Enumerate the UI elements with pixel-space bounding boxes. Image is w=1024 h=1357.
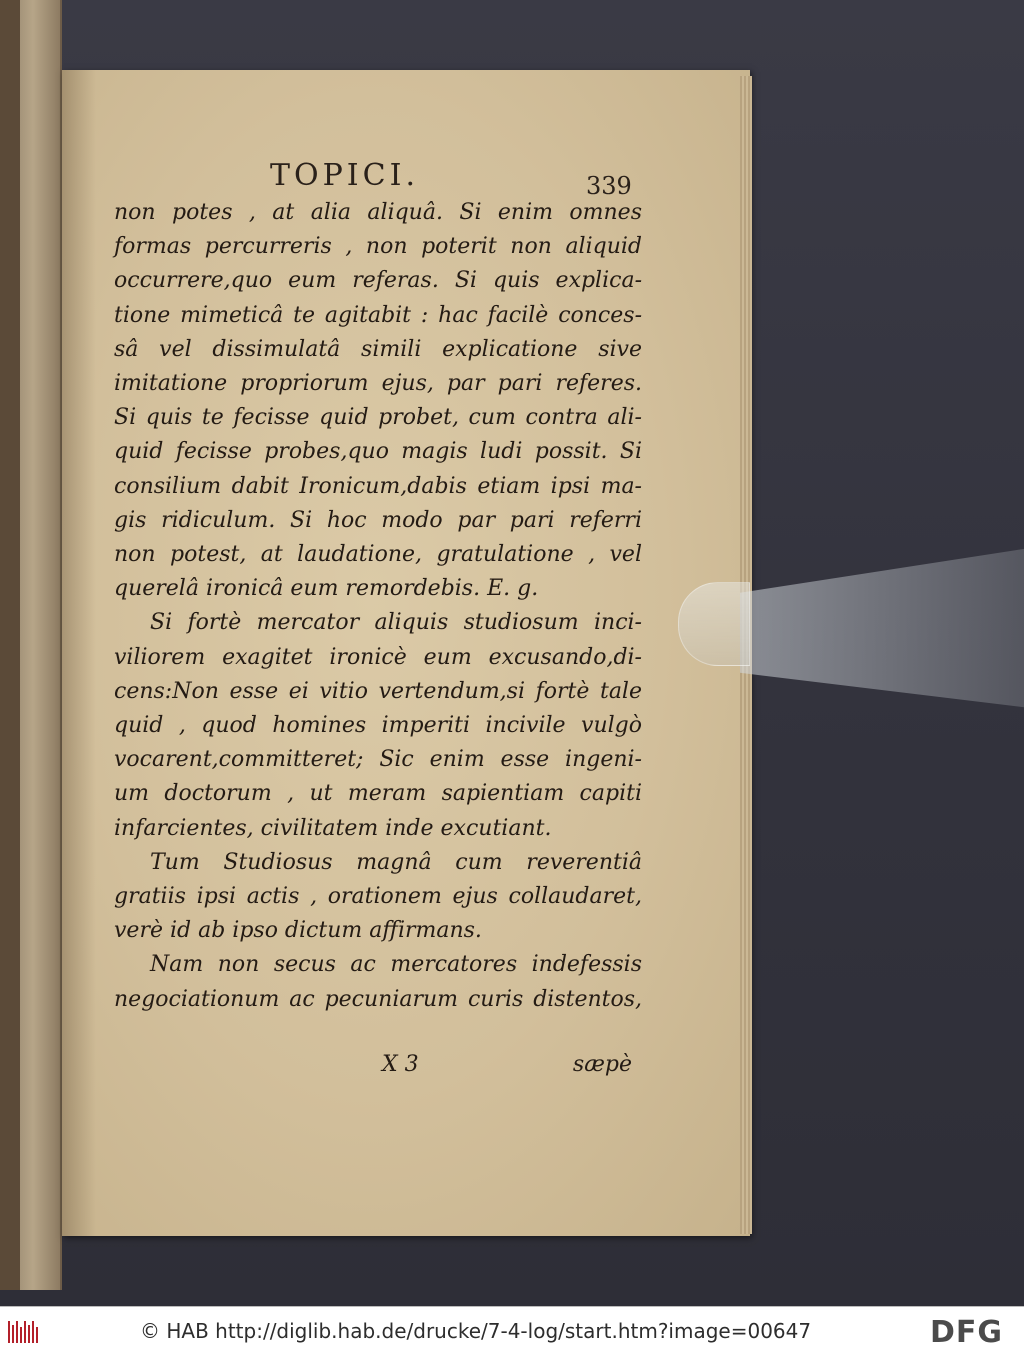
- text-line: verè id ab ipso dictum affirmans.: [114, 918, 482, 944]
- catchword: sæpè: [572, 1052, 632, 1077]
- text-line: tione mimeticâ te agitabit : hac facilè conces-: [114, 302, 642, 328]
- text-line: Tum Studiosus magnâ cum reverentiâ: [150, 849, 642, 875]
- text-line: Si quis te fecisse quid probet, cum contra ali-: [114, 405, 642, 431]
- text-line: vocarent,committeret; Sic enim esse ingeni-: [114, 747, 642, 773]
- book-cover-edge: [0, 0, 20, 1290]
- text-line: viliorem exagitet ironicè eum excusando,di-: [114, 644, 642, 670]
- page-text: [114, 196, 642, 1017]
- signature-mark: X 3: [382, 1052, 419, 1077]
- text-line: gratiis ipsi actis , orationem ejus collaudaret,: [114, 884, 642, 910]
- text-line: Si fortè mercator aliquis studiosum inci-: [150, 610, 642, 636]
- text-line: quid fecisse probes,quo magis ludi possit. Si: [114, 439, 642, 465]
- text-line: consilium dabit Ironicum,dabis etiam ipsi ma-: [114, 473, 642, 499]
- hab-logo-icon: [6, 1317, 42, 1347]
- page-clip: [678, 582, 750, 666]
- dfg-logo: DFG: [930, 1315, 1004, 1350]
- copyright-link[interactable]: © HAB http://diglib.hab.de/drucke/7-4-log/start.htm?image=00647: [140, 1319, 812, 1343]
- text-line: cens:Non esse ei vitio vertendum,si fortè tale: [114, 678, 642, 704]
- running-head: TOPICI.: [270, 158, 419, 193]
- page-number: 339: [586, 172, 632, 200]
- text-line: occurrere,quo eum referas. Si quis explica-: [114, 268, 642, 294]
- footer-bar: [0, 1306, 1024, 1357]
- gutter-shadow: [62, 70, 96, 1236]
- text-line: negociationum ac pecuniarum curis distentos,: [114, 986, 642, 1012]
- text-line: querelâ ironicâ eum remordebis. E. g.: [114, 576, 539, 602]
- text-line: imitatione propriorum ejus, par pari referes.: [114, 371, 642, 397]
- text-line: sâ vel dissimulatâ simili explicatione sive: [114, 336, 642, 362]
- signature-line: [114, 1052, 642, 1086]
- text-line: non potest, at laudatione, gratulatione , vel: [114, 542, 642, 568]
- text-line: Nam non secus ac mercatores indefessis: [150, 952, 642, 978]
- text-line: infarcientes, civilitatem inde excutiant.: [114, 815, 552, 841]
- text-line: gis ridiculum. Si hoc modo par pari referri: [114, 507, 642, 533]
- text-line: quid , quod homines imperiti incivile vulgò: [114, 713, 642, 739]
- text-line: formas percurreris , non poterit non aliquid: [114, 234, 642, 260]
- text-line: non potes , at alia aliquâ. Si enim omnes: [114, 200, 642, 225]
- text-line: um doctorum , ut meram sapientiam capiti: [114, 781, 642, 807]
